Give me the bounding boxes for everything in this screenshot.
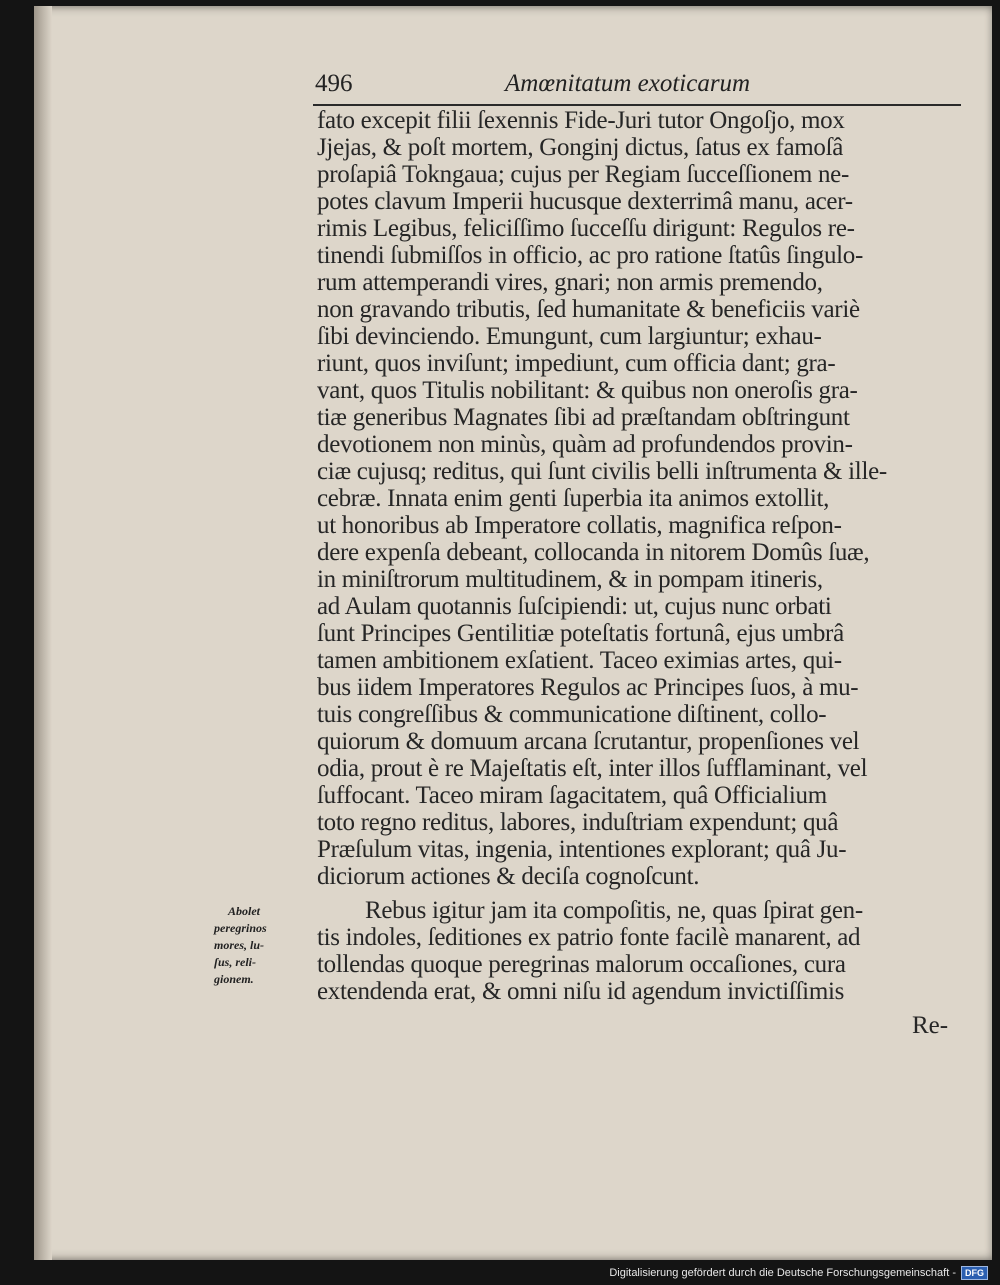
text-line: devotionem non minùs, quàm ad profundendos provin- bbox=[317, 431, 853, 458]
text-line: in miniſtrorum multitudinem, & in pompam itineris, bbox=[317, 566, 823, 593]
text-line: tamen ambitionem exſatient. Taceo eximias artes, qui- bbox=[317, 647, 842, 674]
text-line: Præſulum vitas, ingenia, intentiones explorant; quâ Ju- bbox=[317, 836, 847, 863]
text-line: tis indoles, ſeditiones ex patrio fonte facilè manarent, ad bbox=[317, 924, 861, 951]
text-line: odia, prout è re Majeſtatis eſt, inter illos ſufflaminant, vel bbox=[317, 755, 868, 782]
dfg-logo: DFG bbox=[961, 1266, 988, 1280]
marginal-note-line: mores, lu- bbox=[214, 938, 265, 952]
text-line: Jjejas, & poſt mortem, Gonginj dictus, ſatus ex famoſâ bbox=[317, 134, 844, 161]
footer-text: Digitalisierung gefördert durch die Deutsche Forschungsgemeinschaft - bbox=[609, 1267, 956, 1279]
catchword: Re- bbox=[912, 1012, 949, 1039]
text-line: toto regno reditus, labores, induſtriam expendunt; quâ bbox=[317, 809, 839, 836]
text-line: tuis congreſſibus & communicatione diſtinent, collo- bbox=[317, 701, 827, 728]
page-gutter-shadow bbox=[34, 6, 52, 1260]
page-number: 496 bbox=[315, 70, 353, 97]
text-line: ad Aulam quotannis ſuſcipiendi: ut, cujus nunc orbati bbox=[317, 593, 832, 620]
text-line: extendenda erat, & omni niſu id agendum invictiſſimis bbox=[317, 978, 845, 1005]
header-rule bbox=[313, 104, 961, 106]
marginal-note-line: Abolet bbox=[228, 904, 260, 918]
text-line: non gravando tributis, ſed humanitate & beneficiis variè bbox=[317, 296, 860, 323]
text-line: potes clavum Imperii hucusque dexterrimâ manu, acer- bbox=[317, 188, 853, 215]
text-line: ſibi devinciendo. Emungunt, cum largiuntur; exhau- bbox=[317, 323, 822, 350]
text-line: ut honoribus ab Imperatore collatis, magnifica reſpon- bbox=[317, 512, 842, 539]
text-line: cebræ. Innata enim genti ſuperbia ita animos extollit, bbox=[317, 485, 830, 512]
text-line: tinendi ſubmiſſos in officio, ac pro ratione ſtatûs ſingulo- bbox=[317, 242, 864, 269]
text-line: proſapiâ Tokngaua; cujus per Regiam ſucceſſionem ne- bbox=[317, 161, 850, 188]
text-line: ciæ cujusq; reditus, qui ſunt civilis belli inſtrumenta & ille- bbox=[317, 458, 887, 485]
text-line: diciorum actiones & deciſa cognoſcunt. bbox=[317, 863, 700, 890]
text-line: ſunt Principes Gentilitiæ poteſtatis fortunâ, ejus umbrâ bbox=[317, 620, 844, 647]
text-line: vant, quos Titulis nobilitant: & quibus non oneroſis gra- bbox=[317, 377, 858, 404]
text-line: ſuffocant. Taceo miram ſagacitatem, quâ Officialium bbox=[317, 782, 827, 809]
text-line: riunt, quos inviſunt; impediunt, cum officia dant; gra- bbox=[317, 350, 836, 377]
text-line: quiorum & domuum arcana ſcrutantur, propenſiones vel bbox=[317, 728, 860, 755]
text-line: bus iidem Imperatores Regulos ac Principes ſuos, à mu- bbox=[317, 674, 859, 701]
text-line: tollendas quoque peregrinas malorum occaſiones, cura bbox=[317, 951, 846, 978]
text-line: fato excepit filii ſexennis Fide-Juri tutor Ongoſjo, mox bbox=[317, 107, 845, 134]
marginal-note-line: gionem. bbox=[214, 972, 254, 986]
text-line: tiæ generibus Magnates ſibi ad præſtandam obſtringunt bbox=[317, 404, 850, 431]
text-line: Rebus igitur jam ita compoſitis, ne, quas ſpirat gen- bbox=[365, 897, 863, 924]
text-line: dere expenſa debeant, collocanda in nitorem Domûs ſuæ, bbox=[317, 539, 870, 566]
text-line: rimis Legibus, feliciſſimo ſucceſſu dirigunt: Regulos re- bbox=[317, 215, 855, 242]
running-title: Amœnitatum exoticarum bbox=[505, 70, 751, 97]
footer-credit bbox=[609, 1266, 988, 1280]
marginal-note-line: ſus, reli- bbox=[214, 955, 256, 969]
text-line: rum attemperandi vires, gnari; non armis premendo, bbox=[317, 269, 823, 296]
marginal-note-line: peregrinos bbox=[214, 921, 267, 935]
